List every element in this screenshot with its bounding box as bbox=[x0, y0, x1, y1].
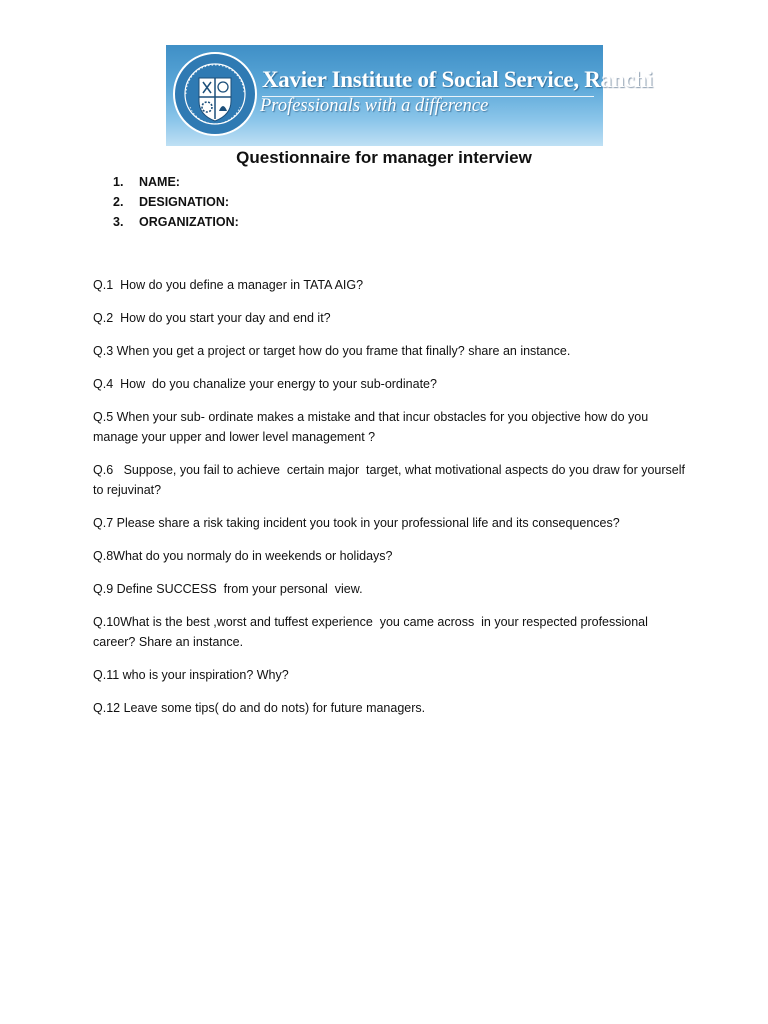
field-label: NAME: bbox=[139, 175, 180, 189]
question-3: Q.3 When you get a project or target how do you frame that finally? share an instance. bbox=[93, 344, 571, 358]
institute-tagline: Professionals with a difference bbox=[260, 96, 489, 116]
question-1: Q.1 How do you define a manager in TATA AIG? bbox=[93, 278, 364, 292]
field-label: DESIGNATION: bbox=[139, 195, 230, 209]
list-number: 1. bbox=[113, 175, 124, 189]
question-list bbox=[93, 275, 693, 731]
field-label: ORGANIZATION: bbox=[139, 215, 239, 229]
question-6: Q.6 Suppose, you fail to achieve certain major target, what motivational aspects do you draw for yourself to rejuvinat? bbox=[93, 463, 689, 497]
info-field-name bbox=[113, 172, 239, 192]
institute-banner bbox=[166, 45, 653, 146]
question-8: Q.8What do you normaly do in weekends or holidays? bbox=[93, 549, 393, 563]
question-12: Q.12 Leave some tips( do and do nots) for future managers. bbox=[93, 701, 426, 715]
page-title: Questionnaire for manager interview bbox=[236, 148, 532, 167]
institute-name: Xavier Institute of Social Service, Ranchi bbox=[262, 67, 653, 92]
question-9: Q.9 Define SUCCESS from your personal view. bbox=[93, 582, 363, 596]
question-7: Q.7 Please share a risk taking incident you took in your professional life and its consequences? bbox=[93, 516, 620, 530]
question-4: Q.4 How do you chanalize your energy to your sub-ordinate? bbox=[93, 377, 437, 391]
list-number: 2. bbox=[113, 195, 124, 209]
question-10: Q.10What is the best ,worst and tuffest experience you came across in your respected professional career? Share an instance. bbox=[93, 615, 652, 649]
respondent-info-list bbox=[113, 172, 239, 232]
question-5: Q.5 When your sub- ordinate makes a mistake and that incur obstacles for you objective how do you manage your upper and lower level management ? bbox=[93, 410, 652, 444]
question-11: Q.11 who is your inspiration? Why? bbox=[93, 668, 289, 682]
info-field-organization bbox=[113, 212, 239, 232]
question-2: Q.2 How do you start your day and end it? bbox=[93, 311, 331, 325]
info-field-designation bbox=[113, 192, 239, 212]
xiss-seal-icon bbox=[172, 51, 258, 137]
list-number: 3. bbox=[113, 215, 124, 229]
